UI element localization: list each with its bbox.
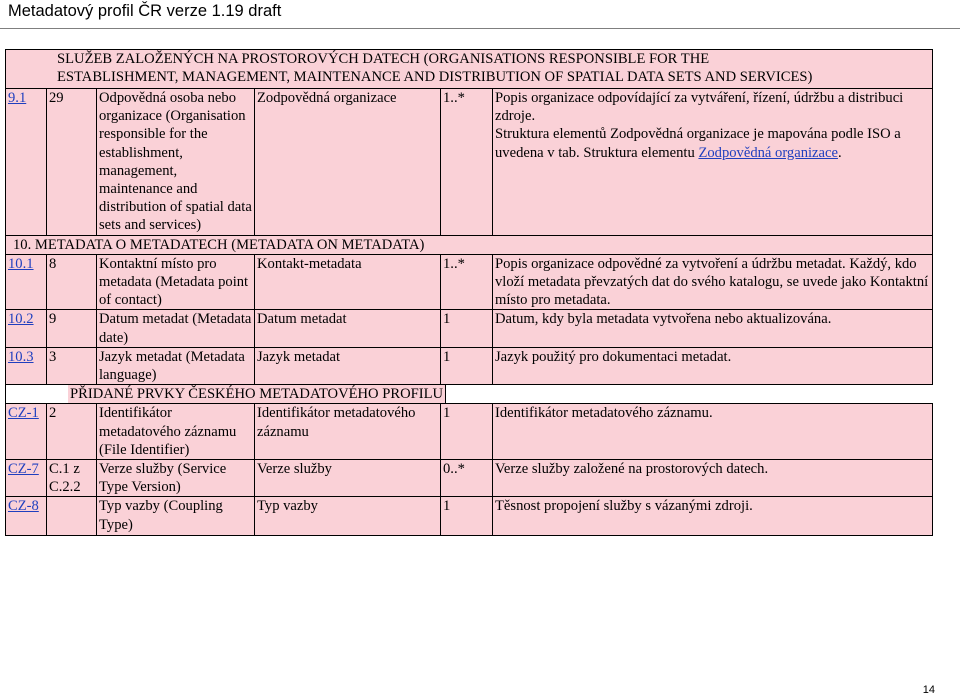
table-row — [6, 254, 933, 310]
row-element: Jazyk metadat — [255, 347, 441, 384]
row-id-link[interactable]: CZ-1 — [8, 405, 39, 422]
row-multiplicity: 1 — [441, 310, 493, 347]
description-part-a: Popis organizace odpovídající za vytváření, řízení, údržbu a distribuci zdroje. — [495, 90, 904, 125]
row-element: Typ vazby — [255, 497, 441, 536]
metadata-table — [5, 49, 933, 536]
row-element-name: Odpovědná osoba nebo organizace (Organisation responsible for the establishment, management, maintenance and distribution of spatial data sets and services) — [97, 89, 255, 236]
row-description: Těsnost propojení služby s vázanými zdroji. — [493, 497, 933, 536]
table-row — [6, 497, 933, 536]
row-description — [493, 89, 933, 236]
row-element-name: Typ vazby (Coupling Type) — [97, 497, 255, 536]
row-number: C.1 z C.2.2 — [47, 460, 97, 497]
row-element: Verze služby — [255, 460, 441, 497]
row-element: Datum metadat — [255, 310, 441, 347]
section-9-header — [6, 50, 933, 89]
row-multiplicity: 1 — [441, 347, 493, 384]
row-id[interactable] — [6, 347, 47, 384]
row-id-link[interactable]: 10.3 — [8, 348, 34, 365]
section-10-title: 10. METADATA O METADATECH (METADATA ON METADATA) — [7, 236, 430, 254]
row-element: Identifikátor metadatového záznamu — [255, 404, 441, 460]
description-link[interactable]: Zodpovědná organizace — [698, 144, 838, 161]
description-text: Struktura elementů Zodpovědná organizace je mapována podle ISO a uvedena v tab. Struktura elementu — [495, 126, 901, 161]
row-element-name: Identifikátor metadatového záznamu (File Identifier) — [97, 404, 255, 460]
row-id[interactable] — [6, 89, 47, 236]
row-description: Datum, kdy byla metadata vytvořena nebo aktualizována. — [493, 310, 933, 347]
row-id-link[interactable]: CZ-7 — [8, 461, 39, 478]
section-10-header — [6, 235, 933, 254]
row-description: Popis organizace odpovědné za vytvoření a údržbu metadat. Každý, kdo vloží metadata převzatých dat do svého katalogu, se uvede jako Kontaktní místo pro metadata. — [493, 254, 933, 310]
description-end: . — [837, 144, 842, 161]
row-element-name: Kontaktní místo pro metadata (Metadata point of contact) — [97, 254, 255, 310]
row-number: 3 — [47, 347, 97, 384]
description-part-b — [495, 125, 930, 161]
row-number: 8 — [47, 254, 97, 310]
row-number: 29 — [47, 89, 97, 236]
row-number — [47, 497, 97, 536]
section-header-row — [6, 385, 933, 404]
row-id[interactable] — [6, 404, 47, 460]
row-element: Kontakt-metadata — [255, 254, 441, 310]
row-description: Identifikátor metadatového záznamu. — [493, 404, 933, 460]
row-number: 2 — [47, 404, 97, 460]
row-description: Verze služby založené na prostorových datech. — [493, 460, 933, 497]
table-row — [6, 460, 933, 497]
row-id-link[interactable]: CZ-8 — [8, 498, 39, 515]
section-cz-title: PŘIDANÉ PRVKY ČESKÉHO METADATOVÉHO PROFILU — [68, 385, 446, 403]
row-multiplicity: 1..* — [441, 89, 493, 236]
table-row — [6, 89, 933, 236]
table-row — [6, 310, 933, 347]
row-description: Jazyk použitý pro dokumentaci metadat. — [493, 347, 933, 384]
row-id[interactable] — [6, 497, 47, 536]
row-number: 9 — [47, 310, 97, 347]
row-id-link[interactable]: 10.1 — [8, 255, 34, 272]
document-title: Metadatový profil ČR verze 1.19 draft — [8, 2, 282, 20]
header-divider — [0, 28, 960, 29]
row-multiplicity: 1 — [441, 497, 493, 536]
section-header-row — [6, 50, 933, 89]
row-id-link[interactable]: 9.1 — [8, 90, 27, 106]
section-9-title-line2: ESTABLISHMENT, MANAGEMENT, MAINTENANCE AND DISTRIBUTION OF SPATIAL DATA SETS AND SERVICES) — [57, 69, 813, 86]
page-number: 14 — [922, 684, 935, 696]
section-header-row — [6, 235, 933, 254]
table-row — [6, 404, 933, 460]
document-header — [8, 1, 938, 29]
row-element-name: Datum metadat (Metadata date) — [97, 310, 255, 347]
row-id[interactable] — [6, 254, 47, 310]
row-multiplicity: 1 — [441, 404, 493, 460]
row-id[interactable] — [6, 460, 47, 497]
row-element-name: Verze služby (Service Type Version) — [97, 460, 255, 497]
row-element: Zodpovědná organizace — [255, 89, 441, 236]
row-multiplicity: 1..* — [441, 254, 493, 310]
section-9-title-line1: SLUŽEB ZALOŽENÝCH NA PROSTOROVÝCH DATECH (ORGANISATIONS RESPONSIBLE FOR THE — [57, 51, 710, 67]
table-row — [6, 347, 933, 384]
row-id-link[interactable]: 10.2 — [8, 311, 34, 328]
row-element-name: Jazyk metadat (Metadata language) — [97, 347, 255, 384]
row-id[interactable] — [6, 310, 47, 347]
section-cz-header — [6, 385, 933, 404]
row-multiplicity: 0..* — [441, 460, 493, 497]
